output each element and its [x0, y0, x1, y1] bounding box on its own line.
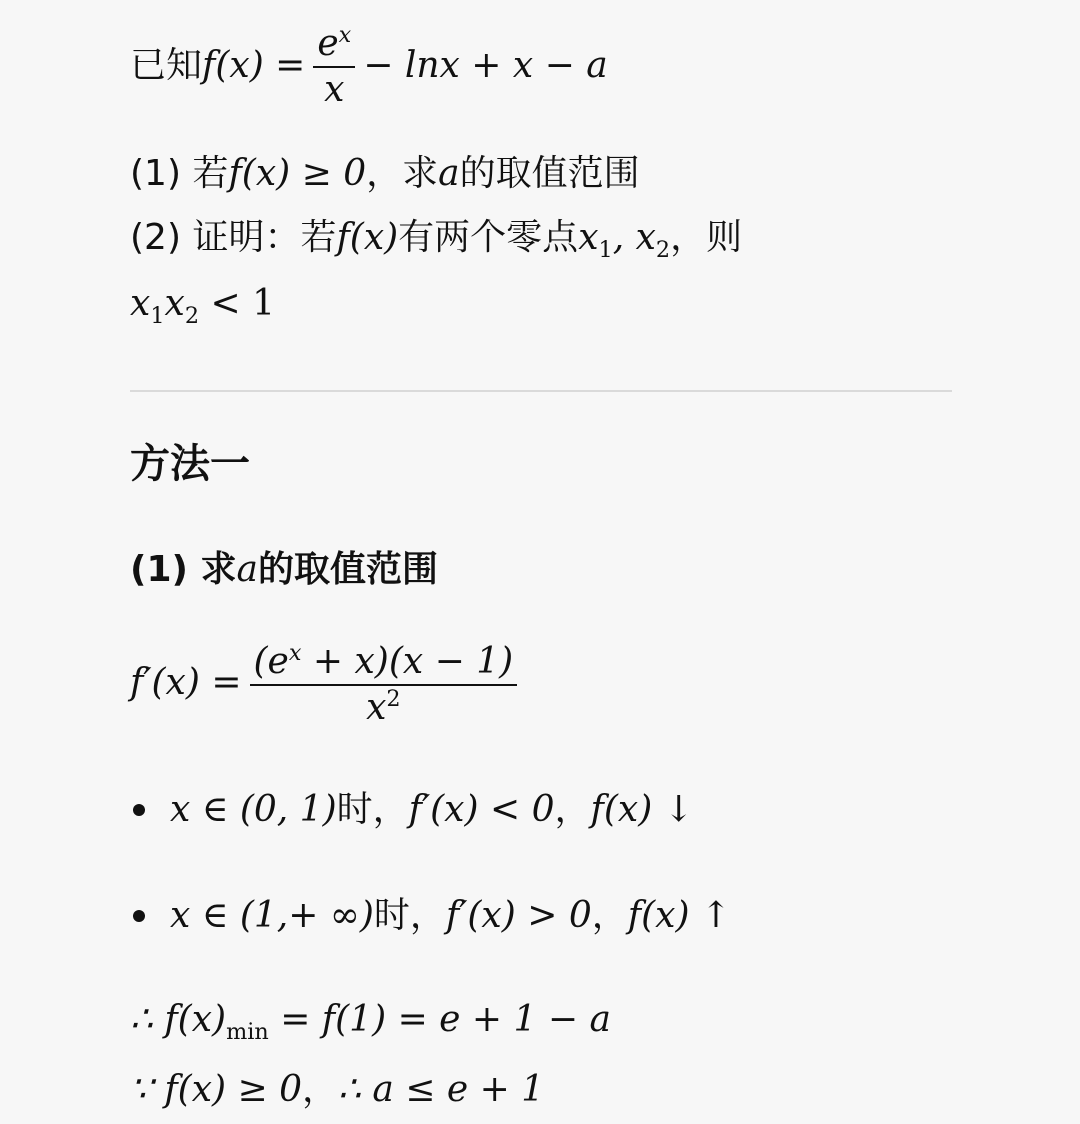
- part1-tail: 的取值范围: [459, 153, 640, 194]
- function-definition: [130, 22, 608, 112]
- numerator-base: e: [317, 23, 339, 64]
- part1-question: [130, 150, 640, 198]
- method-title: 方法一: [130, 441, 250, 487]
- fraction-numerator: [313, 22, 355, 68]
- part2-conclusion: [130, 280, 275, 328]
- derivative-denominator: [250, 686, 518, 730]
- minimum-value: [130, 996, 611, 1044]
- numerator-exponent: x: [338, 22, 352, 48]
- subtitle-tail: 的取值范围: [257, 549, 438, 590]
- subtitle-label: (1) 求: [130, 549, 237, 590]
- part1-label: (1) 若: [130, 153, 229, 194]
- case1-derivative: f′(x) < 0: [408, 789, 555, 830]
- case1-comma: ，: [554, 789, 591, 830]
- part2-mid: 有两个零点: [398, 217, 579, 258]
- part2-label: (2) 证明：若: [130, 217, 337, 258]
- part1-mid: ，求: [366, 153, 439, 194]
- f-lhs: f(x) =: [202, 45, 306, 86]
- method-subtitle: [130, 546, 438, 594]
- part2-tail: ，则: [670, 217, 743, 258]
- case2-text: 时，: [373, 895, 446, 936]
- fraction-denominator: x: [324, 69, 345, 110]
- bullet-dot: [133, 804, 145, 816]
- min-rhs: = f(1) = e + 1 − a: [268, 999, 611, 1040]
- fraction: [313, 22, 355, 112]
- zero-x2: , x: [612, 217, 656, 258]
- derivative-lhs: f′(x) =: [130, 662, 242, 703]
- zero-sub2: 2: [655, 237, 671, 264]
- derivative-formula: [130, 640, 525, 730]
- subtitle-var: a: [236, 549, 258, 590]
- bullet-dot: [133, 910, 145, 922]
- case1-interval: x ∈ (0, 1): [170, 789, 337, 830]
- deriv-num-exp: x: [288, 640, 302, 666]
- case1-text: 时，: [336, 789, 409, 830]
- concl-sub1: 1: [150, 303, 165, 330]
- concl-x1: x: [130, 283, 151, 324]
- concl-x2: x: [164, 283, 185, 324]
- deriv-den-base: x: [366, 687, 387, 728]
- zero-sub1: 1: [598, 237, 613, 264]
- derivative-fraction: [250, 640, 518, 730]
- case-increasing: [170, 892, 731, 940]
- part2-zeros: [578, 217, 671, 264]
- prefix-text: 已知: [130, 45, 203, 86]
- min-lhs: ∴ f(x): [130, 999, 227, 1040]
- conclusion: [130, 1066, 544, 1114]
- case2-interval: x ∈ (1,+ ∞): [170, 895, 374, 936]
- min-subscript: min: [226, 1019, 269, 1046]
- part2-math: f(x): [336, 217, 399, 258]
- deriv-num-b: + x)(x − 1): [301, 641, 514, 682]
- deriv-den-exp: 2: [386, 686, 401, 712]
- case1-monotone: f(x) ↓: [590, 789, 694, 830]
- part1-math: f(x) ≥ 0: [228, 153, 367, 194]
- concl-sub2: 2: [184, 303, 200, 330]
- divider: [130, 390, 952, 392]
- conclusion-comma: ，: [302, 1069, 339, 1110]
- case2-derivative: f′(x) > 0: [445, 895, 592, 936]
- zero-x1: x: [578, 217, 599, 258]
- case-decreasing: [170, 786, 694, 834]
- deriv-num-a: (e: [253, 641, 289, 682]
- because-clause: ∵ f(x) ≥ 0: [130, 1069, 303, 1110]
- derivative-numerator: [250, 640, 518, 686]
- case2-comma: ，: [591, 895, 628, 936]
- therefore-clause: ∴ a ≤ e + 1: [338, 1069, 545, 1110]
- concl-inequality: < 1: [199, 283, 275, 324]
- part1-var: a: [438, 153, 460, 194]
- part2-question: [130, 214, 742, 262]
- case2-monotone: f(x) ↑: [627, 895, 732, 936]
- f-rest: − lnx + x − a: [363, 45, 608, 86]
